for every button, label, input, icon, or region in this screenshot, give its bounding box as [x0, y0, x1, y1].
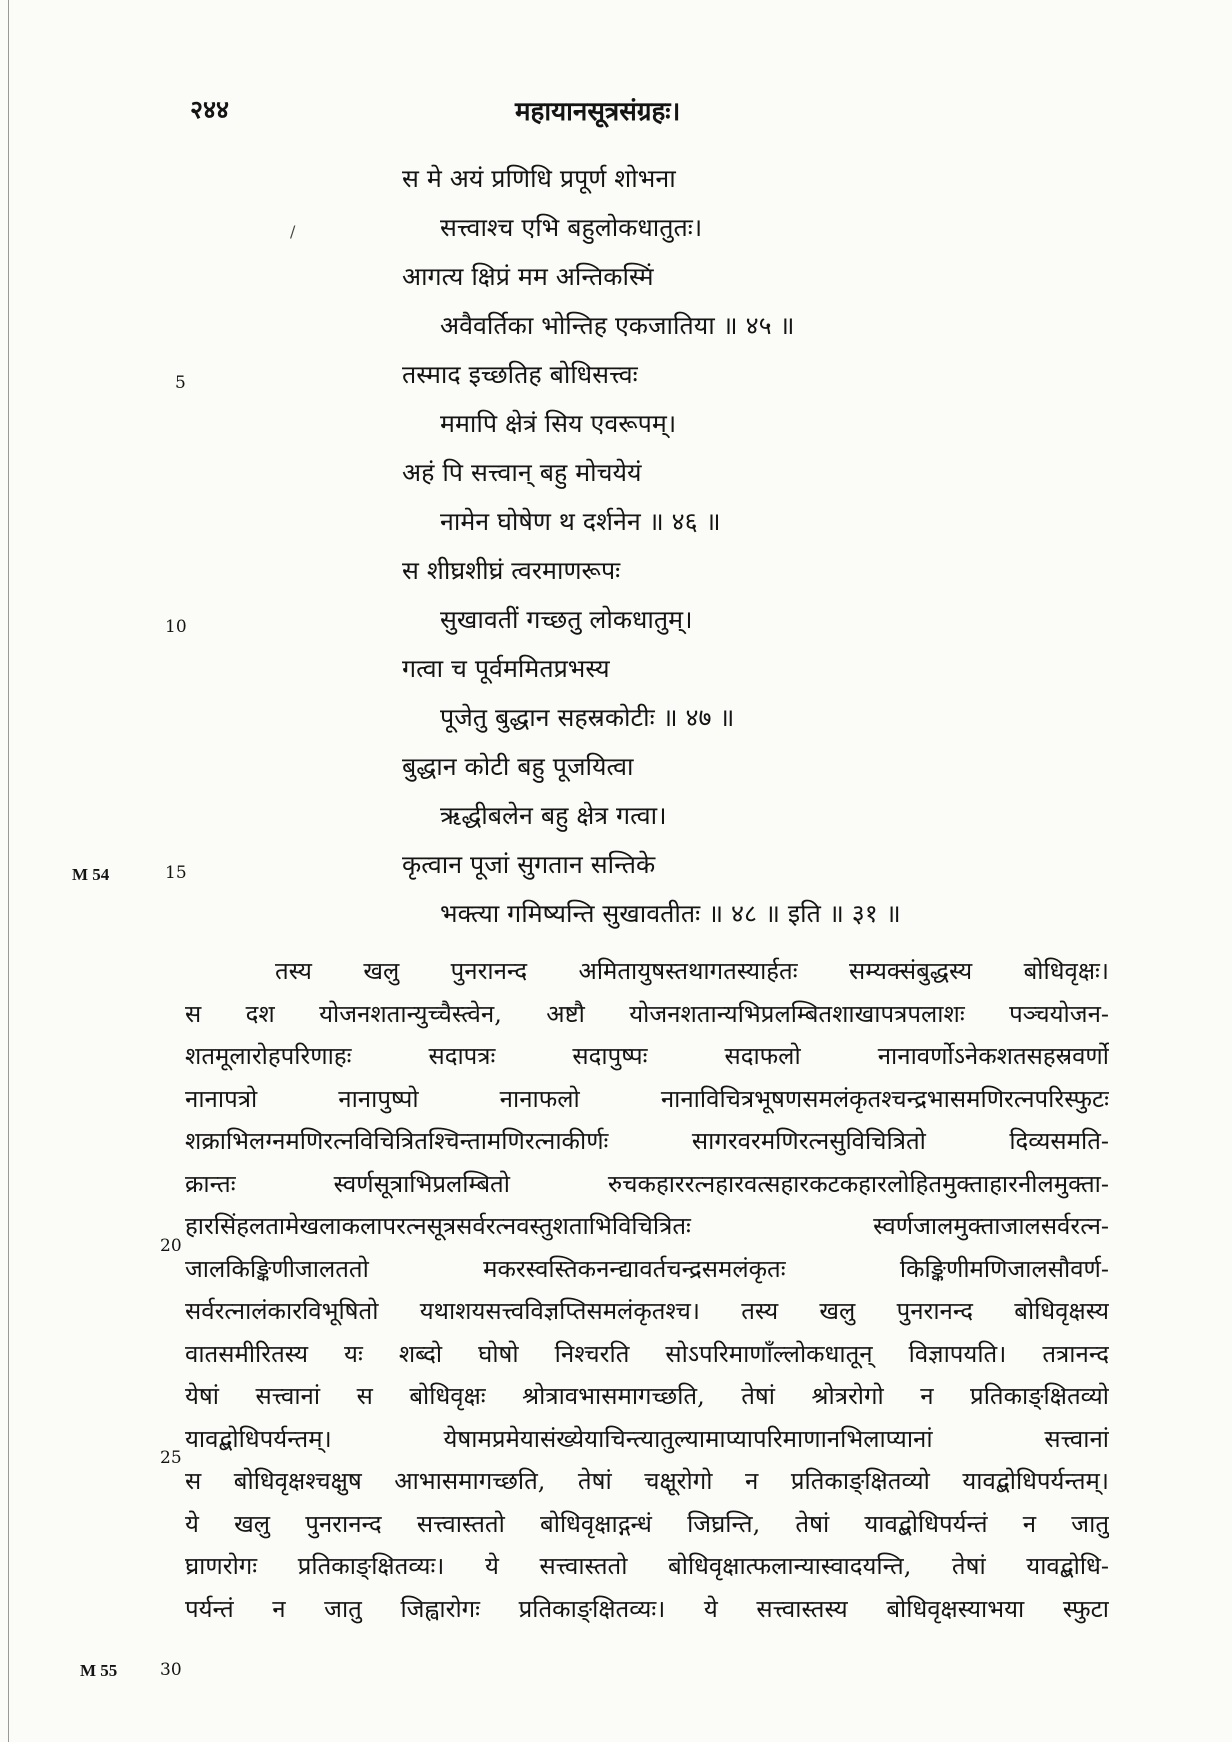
- prose-line: वातसमीरितस्य यः शब्दो घोषो निश्चरति सोऽपरिमाणाँल्लोकधातून् विज्ञापयति। तत्रानन्द: [185, 1339, 1109, 1368]
- verse-line: बुद्धान कोटी बहु पूजयित्वा: [402, 752, 634, 781]
- page-number: २४४: [190, 95, 230, 124]
- verse-line: भक्त्या गमिष्यन्ति सुखावतीतः ॥ ४८ ॥ इति ॥ ३१ ॥: [440, 899, 901, 928]
- page-title: महायानसूत्रसंग्रहः।: [515, 97, 681, 127]
- page-header: [0, 92, 1232, 132]
- line-number: 25: [160, 1448, 182, 1468]
- prose-line: नानापत्रो नानापुष्पो नानाफलो नानाविचित्रभूषणसमलंकृतश्चन्द्रभासमणिरत्नपरिस्फुटः: [185, 1084, 1109, 1113]
- prose-line: घ्राणरोगः प्रतिकाङ्क्षितव्यः। ये सत्त्वास्ततो बोधिवृक्षात्फलान्यास्वादयन्ति, तेषां यावद्बोधि-: [185, 1552, 1109, 1580]
- prose-line: स दश योजनशतान्युच्चैस्त्वेन, अष्टौ योजनशतान्यभिप्रलम्बितशाखापत्रपलाशः पञ्चयोजन-: [185, 999, 1109, 1028]
- verse-line: तस्माद इच्छतिह बोधिसत्त्वः: [402, 360, 638, 389]
- prose-line: यावद्बोधिपर्यन्तम्। येषामप्रमेयासंख्येयाचिन्त्यातुल्यामाप्यापरिमाणानभिलाप्यानां सत्त्वानां: [185, 1424, 1109, 1453]
- prose-line: जालकिङ्किणीजालततो मकरस्वस्तिकनन्द्यावर्तचन्द्रसमलंकृतः किङ्किणीमणिजालसौवर्ण-: [185, 1254, 1109, 1283]
- verse-line: गत्वा च पूर्वममितप्रभस्य: [402, 654, 610, 683]
- verse-line: आगत्य क्षिप्रं मम अन्तिकस्मिं: [402, 262, 654, 291]
- line-number: 30: [160, 1660, 182, 1680]
- prose-line: सर्वरत्नालंकारविभूषितो यथाशयसत्त्वविज्ञप्तिसमलंकृतश्च। तस्य खलु पुनरानन्द बोधिवृक्षस्य: [185, 1297, 1109, 1325]
- line-number: 10: [165, 617, 187, 637]
- verse-line: सत्त्वाश्च एभि बहुलोकधातुतः।: [440, 213, 703, 242]
- prose-line: क्रान्तः स्वर्णसूत्राभिप्रलम्बितो रुचकहाररत्नहारवत्सहारकटकहारलोहितमुक्ताहारनीलमुक्ता-: [185, 1169, 1109, 1198]
- margin-reference: M 55: [80, 1661, 118, 1680]
- verse-line: स मे अयं प्रणिधि प्रपूर्ण शोभना: [402, 164, 676, 193]
- prose-line: पर्यन्तं न जातु जिह्वारोगः प्रतिकाङ्क्षितव्यः। ये सत्त्वास्तस्य बोधिवृक्षस्याभया स्फुटा: [185, 1594, 1109, 1623]
- prose-line: येषां सत्त्वानां स बोधिवृक्षः श्रोत्रावभासमागच्छति, तेषां श्रोत्ररोगो न प्रतिकाङ्क्षितव्यो: [185, 1382, 1109, 1410]
- line-number: 15: [165, 863, 187, 883]
- verse-line: ऋद्धीबलेन बहु क्षेत्र गत्वा।: [440, 801, 667, 830]
- line-number: 20: [160, 1236, 182, 1256]
- prose-line: शक्राभिलग्नमणिरत्नविचित्रितश्चिन्तामणिरत्नाकीर्णः सागरवरमणिरत्नसुविचित्रितो दिव्यसमति-: [185, 1127, 1109, 1155]
- verse-line: कृत्वान पूजां सुगतान सन्तिके: [402, 850, 656, 879]
- prose-paragraph: [185, 950, 1109, 1630]
- verse-line: स शीघ्रशीघ्रं त्वरमाणरूपः: [402, 556, 621, 585]
- prose-line: ये खलु पुनरानन्द सत्त्वास्ततो बोधिवृक्षाद्गन्धं जिघ्रन्ति, तेषां यावद्बोधिपर्यन्तं न जातु: [185, 1509, 1109, 1538]
- verse-line: पूजेतु बुद्धान सहस्रकोटीः ॥ ४७ ॥: [440, 703, 735, 732]
- margin-reference: M 54: [72, 865, 110, 884]
- verse-line: अहं पि सत्त्वान् बहु मोचयेयं: [402, 458, 642, 487]
- prose-line: स बोधिवृक्षश्चक्षुष आभासमागच्छति, तेषां चक्षूरोगो न प्रतिकाङ्क्षितव्यो यावद्बोधिपर्यन्तम्।: [185, 1467, 1109, 1495]
- page-edge-line: [8, 0, 9, 1742]
- verse-line: ममापि क्षेत्रं सिय एवरूपम्।: [440, 409, 677, 438]
- line-number: 5: [175, 373, 186, 393]
- verse-line: सुखावतीं गच्छतु लोकधातुम्।: [440, 605, 693, 634]
- print-speck: /: [290, 222, 296, 241]
- prose-line: तस्य खलु पुनरानन्द अमितायुषस्तथागतस्यार्हतः सम्यक्संबुद्धस्य बोधिवृक्षः।: [275, 957, 1109, 985]
- verse-line: नामेन घोषेण थ दर्शनेन ॥ ४६ ॥: [440, 507, 721, 536]
- prose-line: शतमूलारोहपरिणाहः सदापत्रः सदापुष्पः सदाफलो नानावर्णोऽनेकशतसहस्रवर्णो: [185, 1042, 1109, 1070]
- prose-line: हारसिंहलतामेखलाकलापरत्नसूत्रसर्वरत्नवस्तुशताभिविचित्रितः स्वर्णजालमुक्ताजालसर्वरत्न-: [185, 1212, 1109, 1240]
- verse-line: अवैवर्तिका भोन्तिह एकजातिया ॥ ४५ ॥: [440, 311, 795, 340]
